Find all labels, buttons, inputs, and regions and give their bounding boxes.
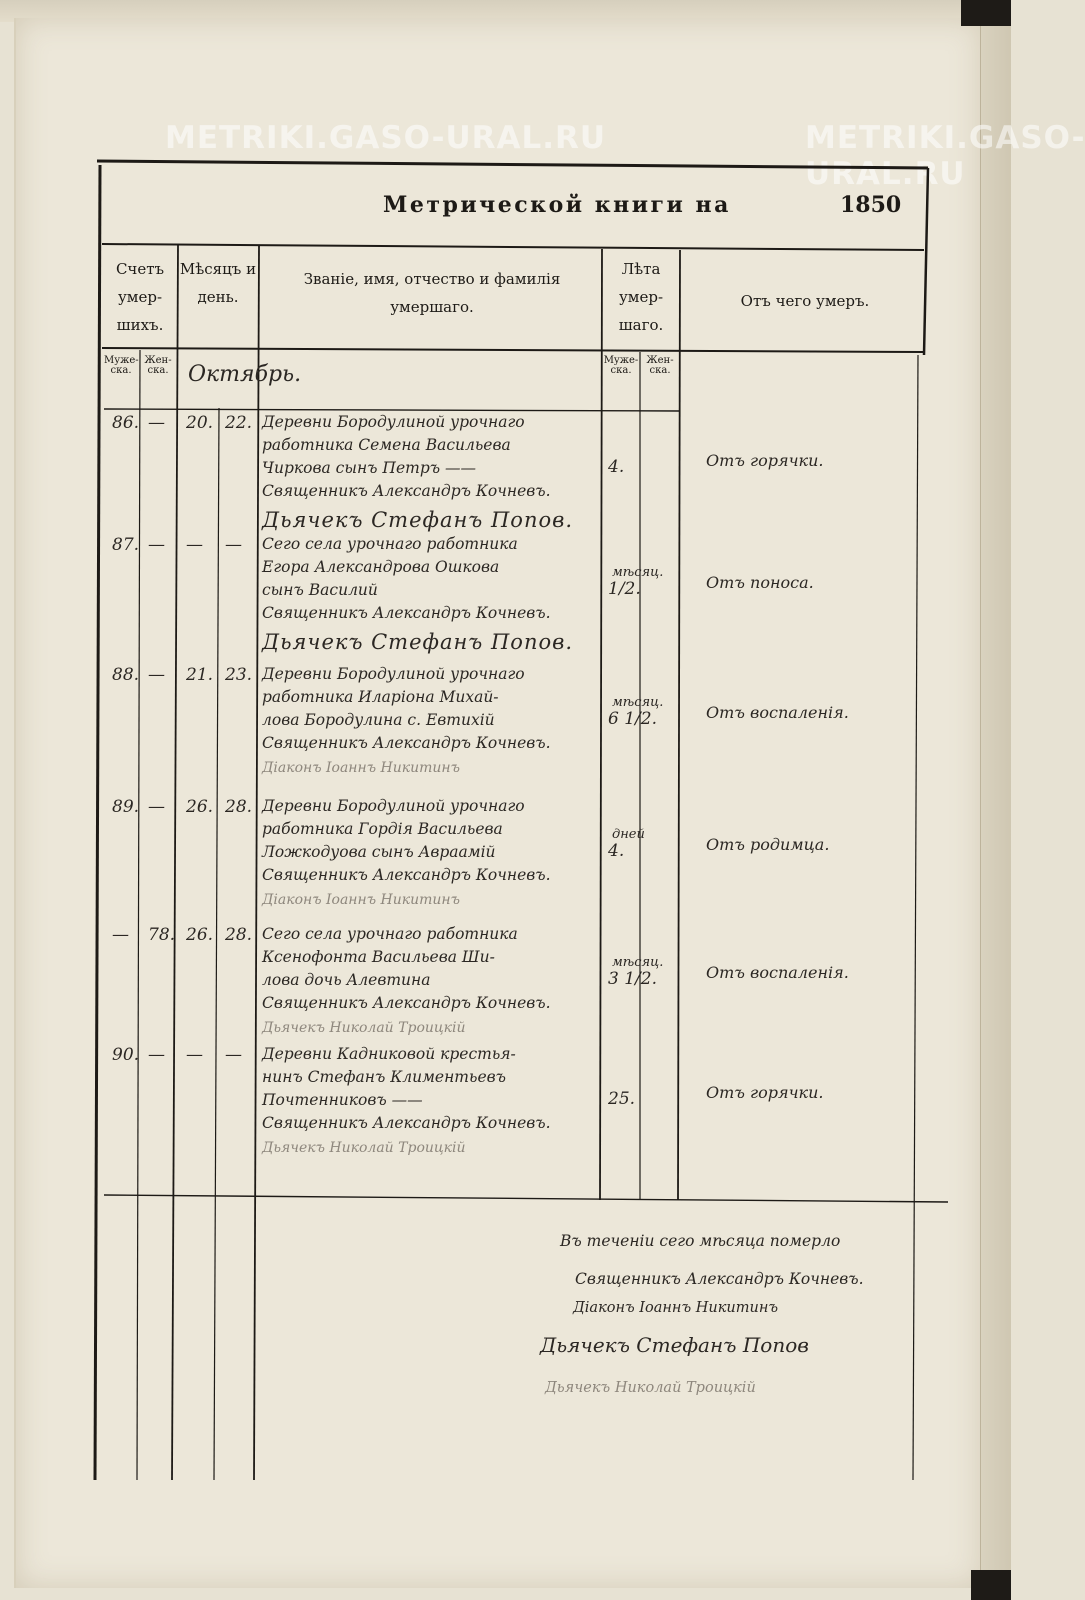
entry-cause: Отъ горячки. [706, 1083, 824, 1102]
entry-number-female: — [148, 797, 165, 817]
entry-number-male: 88. [112, 665, 140, 685]
watermark-1: METRIKI.GASO-URAL.RU [165, 120, 607, 156]
entry-text-line: Сего села урочнаго работника [262, 535, 518, 553]
entry-number-male: 89. [112, 797, 140, 817]
entry-age-male: 4. [608, 457, 625, 477]
entry-number-female: 78. [148, 925, 176, 945]
column-header-month: Мѣсяцъ и день. [179, 260, 257, 306]
entry-day-death: 20. [186, 413, 214, 433]
entry-day-burial: 28. [225, 925, 253, 945]
entry-cause: Отъ горячки. [706, 451, 824, 470]
entry-number-male: 87. [112, 535, 140, 555]
entry-text-line: работника Семена Васильева [262, 436, 511, 454]
entry-age-male: 1/2. [608, 579, 641, 599]
summary-signature-sexton-1: Дьячекъ Стефанъ Попов [540, 1333, 809, 1357]
entry-text-line: Сего села урочнаго работника [262, 925, 518, 943]
summary-text: Въ теченіи сего мѣсяца померло [560, 1232, 841, 1250]
watermark-2: METRIKI.GASO-URAL.RU [805, 120, 1085, 192]
entry-number-female: — [148, 665, 165, 685]
entry-day-death: 21. [186, 665, 214, 685]
entry-day-burial: 23. [225, 665, 253, 685]
entry-text-line: Священникъ Александръ Кочневъ. [262, 1114, 551, 1132]
entry-text-line: Священникъ Александръ Кочневъ. [262, 866, 551, 884]
entry-age-unit: дней [612, 827, 645, 842]
entry-text-line: Деревни Бородулиной урочнаго [262, 413, 525, 431]
entry-text-line: Деревни Кадниковой крестья- [262, 1045, 516, 1063]
subheader-female: Жен- ска. [144, 355, 172, 376]
entry-text-line: Священникъ Александръ Кочневъ. [262, 734, 551, 752]
entry-text-line: Деревни Бородулиной урочнаго [262, 797, 525, 815]
summary-signature-deacon: Діаконъ Іоаннъ Никитинъ [573, 1300, 779, 1316]
entry-text-line: лова дочь Алевтина [262, 971, 431, 989]
entry-text-line: лова Бородулина с. Евтихій [262, 711, 495, 729]
entry-text-line: Священникъ Александръ Кочневъ. [262, 994, 551, 1012]
subheader-age-male: Муже- ска. [603, 355, 639, 376]
subheader-male: Муже- ска. [104, 355, 139, 376]
month-label: Октябрь. [188, 362, 302, 387]
entry-age-male: 6 1/2. [608, 709, 657, 729]
summary-signature-sexton-2: Дьячекъ Николай Троицкій [545, 1380, 756, 1396]
register-year: 1850 [840, 192, 902, 218]
entry-number-male: 86. [112, 413, 140, 433]
entry-day-burial: 28. [225, 797, 253, 817]
entry-day-death: — [186, 1045, 203, 1065]
entry-text-line: Почтенниковъ —— [262, 1091, 423, 1109]
column-header-name: Званіе, имя, отчество и фамилія умершаго. [303, 270, 561, 316]
entry-number-female: — [148, 1045, 165, 1065]
entry-text-line: Ксенофонта Васильева Ши- [262, 948, 495, 966]
entry-cause: Отъ воспаленія. [706, 703, 849, 722]
subheader-age-female: Жен- ска. [646, 355, 674, 376]
entry-text-line: Деревни Бородулиной урочнаго [262, 665, 525, 683]
entry-signature-extra: Дьячекъ Стефанъ Попов. [262, 508, 574, 532]
entry-text-line: Священникъ Александръ Кочневъ. [262, 482, 551, 500]
entry-text-line: работника Гордія Васильева [262, 820, 503, 838]
entry-signature-extra: Діаконъ Іоаннъ Никитинъ [262, 760, 460, 776]
entry-day-burial: — [225, 535, 242, 555]
entry-day-burial: — [225, 1045, 242, 1065]
entry-day-death: — [186, 535, 203, 555]
entry-number-male: 90. [112, 1045, 140, 1065]
entry-cause: Отъ родимца. [706, 835, 830, 854]
column-header-age: Лѣта умер- шаго. [618, 260, 664, 334]
entry-text-line: Чиркова сынъ Петръ —— [262, 459, 477, 477]
entry-signature-extra: Дьячекъ Стефанъ Попов. [262, 630, 574, 654]
entry-text-line: нинъ Стефанъ Климентьевъ [262, 1068, 506, 1086]
entry-cause: Отъ воспаленія. [706, 963, 849, 982]
entry-number-female: — [148, 413, 165, 433]
entry-text-line: Ложкодуова сынъ Авраамій [262, 843, 496, 861]
entry-cause: Отъ поноса. [706, 573, 814, 592]
column-header-count: Счетъ умер- шихъ. [115, 260, 165, 334]
entry-signature-extra: Дьячекъ Николай Троицкій [262, 1020, 466, 1036]
entry-age-male: 25. [608, 1089, 636, 1109]
register-title: Метрической книги на [383, 192, 731, 218]
entry-text-line: Священникъ Александръ Кочневъ. [262, 604, 551, 622]
entry-age-unit: мѣсяц. [612, 565, 664, 580]
entry-age-unit: мѣсяц. [612, 955, 664, 970]
entry-text-line: Егора Александрова Ошкова [262, 558, 500, 576]
entry-day-burial: 22. [225, 413, 253, 433]
entry-text-line: сынъ Василий [262, 581, 378, 599]
entry-text-line: работника Иларіона Михай- [262, 688, 499, 706]
column-header-cause: Отъ чего умеръ. [740, 292, 870, 310]
entry-day-death: 26. [186, 925, 214, 945]
entry-signature-extra: Діаконъ Іоаннъ Никитинъ [262, 892, 460, 908]
entry-age-unit: мѣсяц. [612, 695, 664, 710]
entry-age-male: 4. [608, 841, 625, 861]
entry-number-male: — [112, 925, 129, 945]
entry-age-male: 3 1/2. [608, 969, 657, 989]
summary-signature-priest: Священникъ Александръ Кочневъ. [575, 1270, 864, 1288]
entry-signature-extra: Дьячекъ Николай Троицкій [262, 1140, 466, 1156]
entry-day-death: 26. [186, 797, 214, 817]
entry-number-female: — [148, 535, 165, 555]
